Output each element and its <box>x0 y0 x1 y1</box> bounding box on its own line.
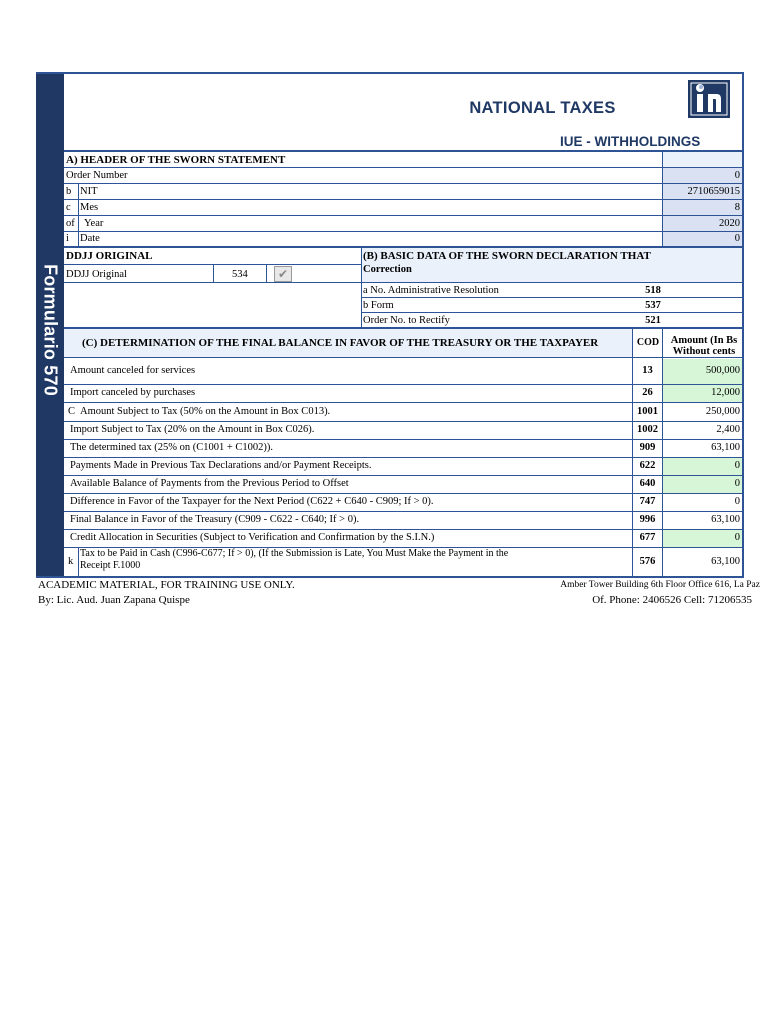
divider <box>64 421 744 422</box>
section-a-value-header <box>662 152 742 167</box>
nit-label: NIT <box>80 186 98 197</box>
line-item-code: 909 <box>639 442 656 453</box>
ddjj-label: DDJJ Original <box>66 269 127 280</box>
impuestos-logo-icon <box>688 80 730 118</box>
divider <box>361 282 744 283</box>
nit-value[interactable]: 2710659015 <box>687 186 740 197</box>
line-item-code: 1001 <box>637 406 658 417</box>
section-b-title-2: Correction <box>363 264 412 275</box>
line-item-code: 996 <box>639 514 656 525</box>
form-code: 537 <box>645 300 661 311</box>
line-item-amount[interactable]: 0 <box>734 478 740 489</box>
line-item-amount: 0 <box>734 496 740 507</box>
line-item-amount: 63,100 <box>711 514 740 525</box>
row-letter: C <box>68 406 76 417</box>
divider <box>64 384 744 385</box>
divider <box>64 215 744 216</box>
divider <box>78 547 79 577</box>
year-label: Year <box>84 218 104 229</box>
divider <box>632 329 633 577</box>
divider <box>64 150 744 152</box>
footer-address: Amber Tower Building 6th Floor Office 616, La Paz <box>560 580 760 590</box>
divider <box>361 297 744 298</box>
section-c-title: (C) DETERMINATION OF THE FINAL BALANCE IN FAVOR OF THE TREASURY OR THE TAXPAYER <box>82 337 599 349</box>
month-label: Mes <box>80 202 99 213</box>
line-item-label: Payments Made in Previous Tax Declarations and/or Payment Receipts. <box>70 460 372 471</box>
line-item-code: 640 <box>639 478 656 489</box>
line-item-code: 622 <box>639 460 656 471</box>
divider <box>64 183 744 184</box>
divider <box>64 439 744 440</box>
line-item-amount: 63,100 <box>711 556 740 567</box>
line-item-amount: 250,000 <box>705 406 740 417</box>
line-item-amount[interactable]: 0 <box>734 532 740 543</box>
divider <box>64 529 744 530</box>
divider <box>64 493 744 494</box>
line-item-amount: 63,100 <box>711 442 740 453</box>
divider <box>266 265 267 282</box>
divider <box>662 329 663 577</box>
form-label-vertical <box>36 264 64 396</box>
ddjj-original-checkbox[interactable]: ✔ <box>274 266 292 282</box>
frame-top <box>36 72 744 74</box>
section-a-code: b <box>66 186 72 197</box>
order-number-label: Order Number <box>66 170 128 181</box>
line-item-code: 1002 <box>637 424 658 435</box>
month-value[interactable]: 8 <box>734 202 740 213</box>
divider <box>64 231 744 232</box>
footer-author: By: Lic. Aud. Juan Zapana Quispe <box>38 594 190 606</box>
ddjj-title: DDJJ ORIGINAL <box>66 250 153 262</box>
line-item-amount[interactable]: 500,000 <box>705 365 740 376</box>
section-a-title: A) HEADER OF THE SWORN STATEMENT <box>66 154 286 166</box>
page-title: NATIONAL TAXES <box>469 99 616 117</box>
divider <box>213 265 214 282</box>
line-item-amount: 2,400 <box>716 424 740 435</box>
divider <box>78 183 79 246</box>
divider <box>64 457 744 458</box>
divider <box>64 199 744 200</box>
year-value[interactable]: 2020 <box>719 218 740 229</box>
line-item-label: Import Subject to Tax (20% on the Amount in Box C026). <box>70 424 315 435</box>
line-item-code: 747 <box>639 496 656 507</box>
section-a-code: of <box>66 218 75 229</box>
divider <box>64 576 744 577</box>
divider <box>64 475 744 476</box>
page-subtitle: IUE - WITHHOLDINGS <box>560 134 701 149</box>
line-item-amount[interactable]: 0 <box>734 460 740 471</box>
divider <box>64 511 744 512</box>
divider <box>64 167 744 168</box>
line-item-label: Difference in Favor of the Taxpayer for the Next Period (C622 + C640 - C909; If > 0). <box>70 496 434 507</box>
form-label: b Form <box>363 300 394 311</box>
line-item-label: Final Balance in Favor of the Treasury (C909 - C622 - C640; If > 0). <box>70 514 360 525</box>
divider <box>64 402 744 403</box>
divider <box>361 312 744 313</box>
line-item-label: Amount Subject to Tax (50% on the Amount in Box C013). <box>80 406 331 417</box>
amount-column-header-2: Without cents <box>672 346 736 357</box>
section-a-code: i <box>66 233 69 244</box>
line-item-label: Available Balance of Payments from the Previous Period to Offset <box>70 478 349 489</box>
date-value[interactable]: 0 <box>734 233 740 244</box>
line-item-label: Credit Allocation in Securities (Subject to Verification and Confirmation by the S.I.N.) <box>70 532 435 543</box>
footer-phone: Of. Phone: 2406526 Cell: 71206535 <box>592 594 752 606</box>
line-item-label: The determined tax (25% on (C1001 + C1002)). <box>70 442 274 453</box>
amount-column-header: Amount (In Bs <box>670 335 738 346</box>
line-item-code: 13 <box>642 365 653 376</box>
divider <box>64 282 361 283</box>
line-item-code: 26 <box>642 387 653 398</box>
order-number-value[interactable]: 0 <box>734 170 740 181</box>
line-item-code: 677 <box>639 532 656 543</box>
date-label: Date <box>80 233 100 244</box>
line-item-code: 576 <box>639 556 656 567</box>
section-b-title: (B) BASIC DATA OF THE SWORN DECLARATION THAT <box>363 250 651 262</box>
code-column-header: COD <box>636 337 660 348</box>
line-item-label: Import canceled by purchases <box>70 387 196 398</box>
resolution-label: a No. Administrative Resolution <box>363 285 499 296</box>
divider <box>64 357 744 358</box>
ddjj-code: 534 <box>232 269 248 280</box>
line-item-label: Tax to be Paid in Cash (C996-C677; If > 0), (If the Submission is Late, You Must Make the Payment in the <box>80 548 509 559</box>
form-label-text: Formulario 570 <box>40 264 61 396</box>
line-item-label-2: Receipt F.1000 <box>80 560 141 571</box>
resolution-code: 518 <box>645 285 661 296</box>
footer-disclaimer: ACADEMIC MATERIAL, FOR TRAINING USE ONLY. <box>38 579 295 591</box>
rectify-label: Order No. to Rectify <box>363 315 450 326</box>
section-a-code: c <box>66 202 71 213</box>
row-letter: k <box>68 556 74 567</box>
line-item-label: Amount canceled for services <box>70 365 196 376</box>
rectify-code: 521 <box>645 315 661 326</box>
line-item-amount[interactable]: 12,000 <box>711 387 740 398</box>
